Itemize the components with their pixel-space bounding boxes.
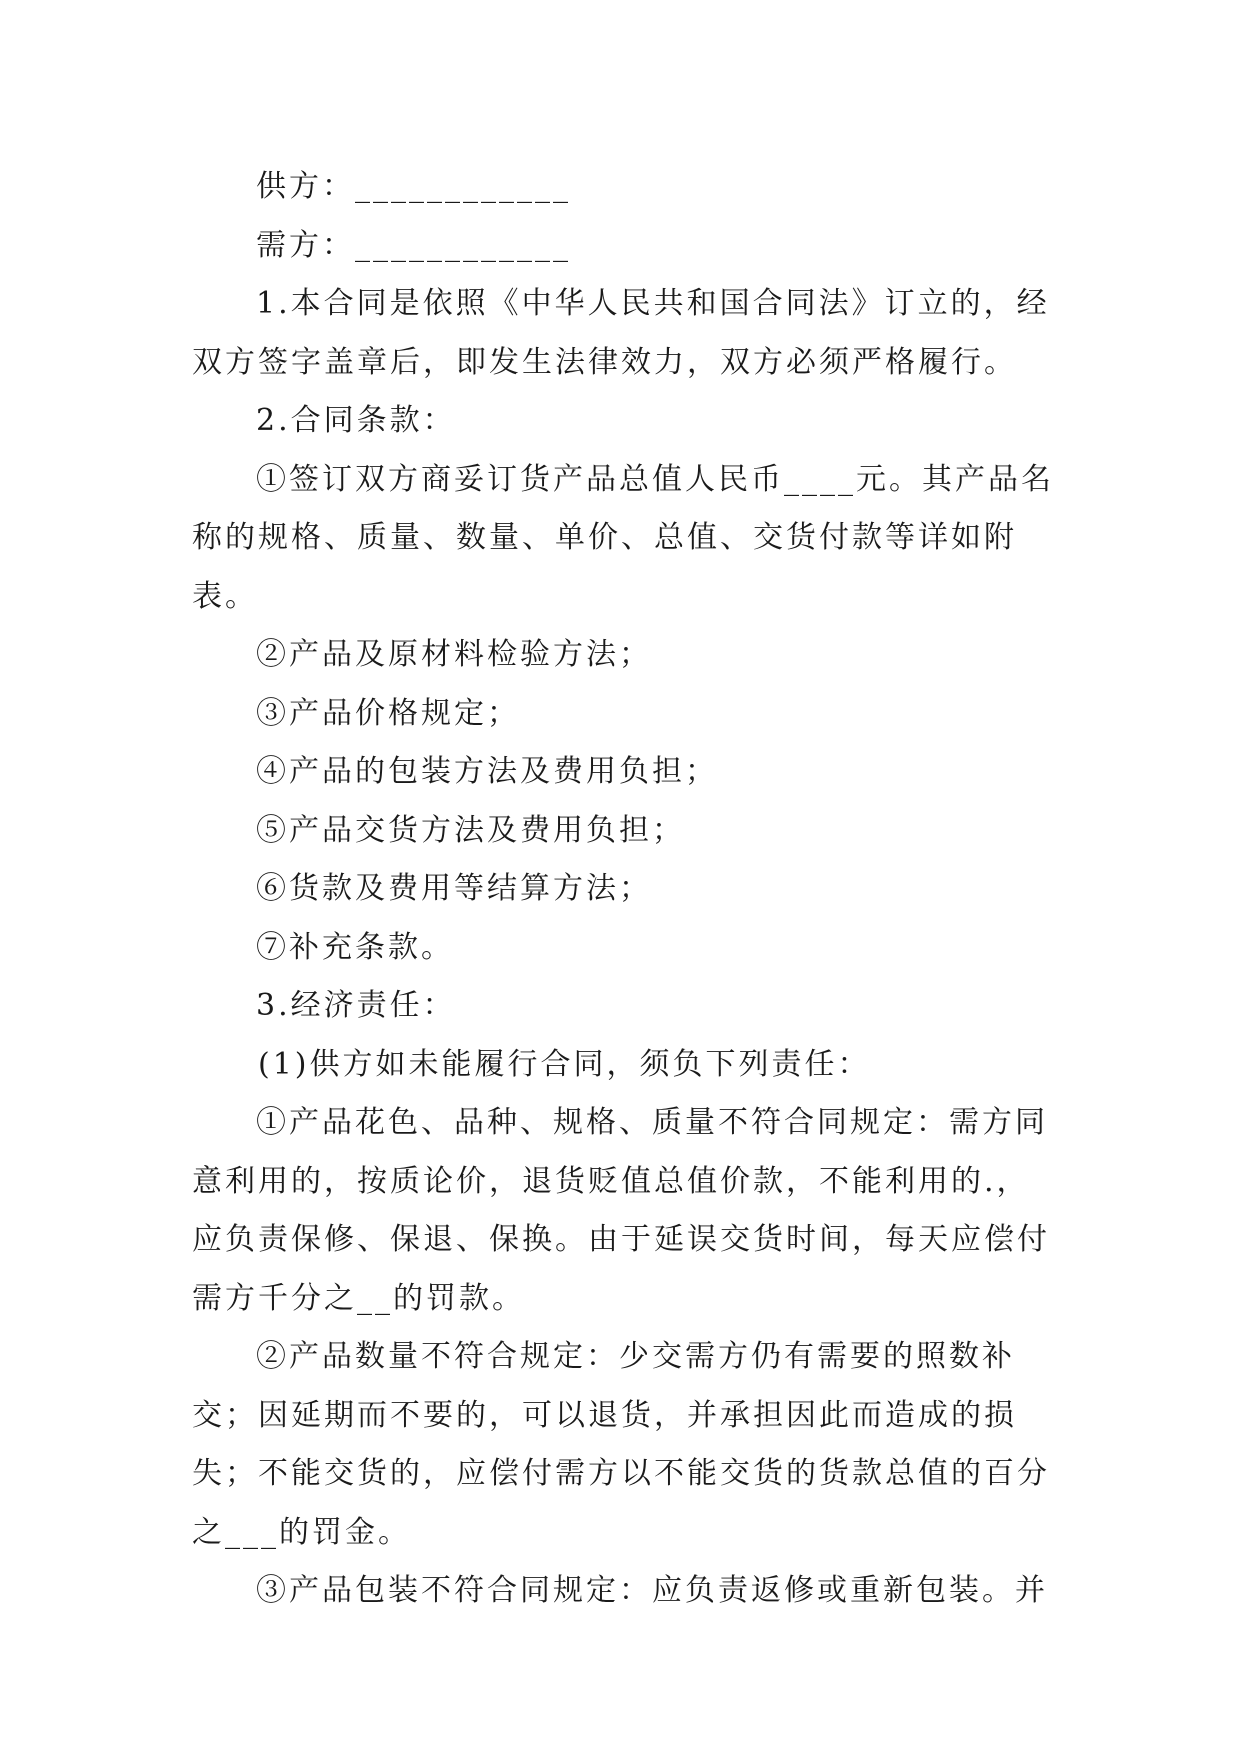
clause-3-item-3: ③产品包装不符合同规定：应负责返修或重新包装。并	[256, 1573, 1048, 1608]
clause-2-item-5: ⑤产品交货方法及费用负担；	[256, 812, 685, 848]
document-page	[192, 158, 1054, 1621]
clause-2-item-3: ③产品价格规定；	[256, 695, 520, 731]
clause-1: 1.本合同是依照《中华人民共和国合同法》订立的，经双方签字盖章后，即发生法律效力，双方必须严格履行。	[192, 286, 1050, 380]
clause-2-item-7: ⑦补充条款。	[256, 929, 454, 965]
clause-2-item-4: ④产品的包装方法及费用负担；	[256, 754, 718, 789]
clause-2-item-6: ⑥货款及费用等结算方法；	[256, 871, 652, 906]
clause-2-heading: 2.合同条款：	[256, 403, 456, 438]
buyer-line: 需方：____________	[256, 227, 571, 263]
clause-3-subheading-1: (1)供方如未能履行合同，须负下列责任：	[258, 1046, 871, 1082]
clause-2-item-2: ②产品及原材料检验方法；	[256, 637, 652, 672]
supplier-line: 供方：____________	[256, 169, 571, 204]
clause-3-item-2: ②产品数量不符合规定：少交需方仍有需要的照数补交；因延期而不要的，可以退货，并承担因此而造成的损失；不能交货的，应偿付需方以不能交货的货款总值的百分之___的罚金。	[192, 1339, 1050, 1550]
clause-3-item-1: ①产品花色、品种、规格、质量不符合同规定：需方同意利用的，按质论价，退货贬值总值价款，不能利用的.，应负责保修、保退、保换。由于延误交货时间，每天应偿付需方千分之__的罚款。	[192, 1105, 1050, 1316]
clause-2-item-1: ①签订双方商妥订货产品总值人民币____元。其产品名称的规格、质量、数量、单价、总值、交货付款等详如附表。	[192, 461, 1054, 614]
clause-3-heading: 3.经济责任：	[256, 988, 456, 1023]
